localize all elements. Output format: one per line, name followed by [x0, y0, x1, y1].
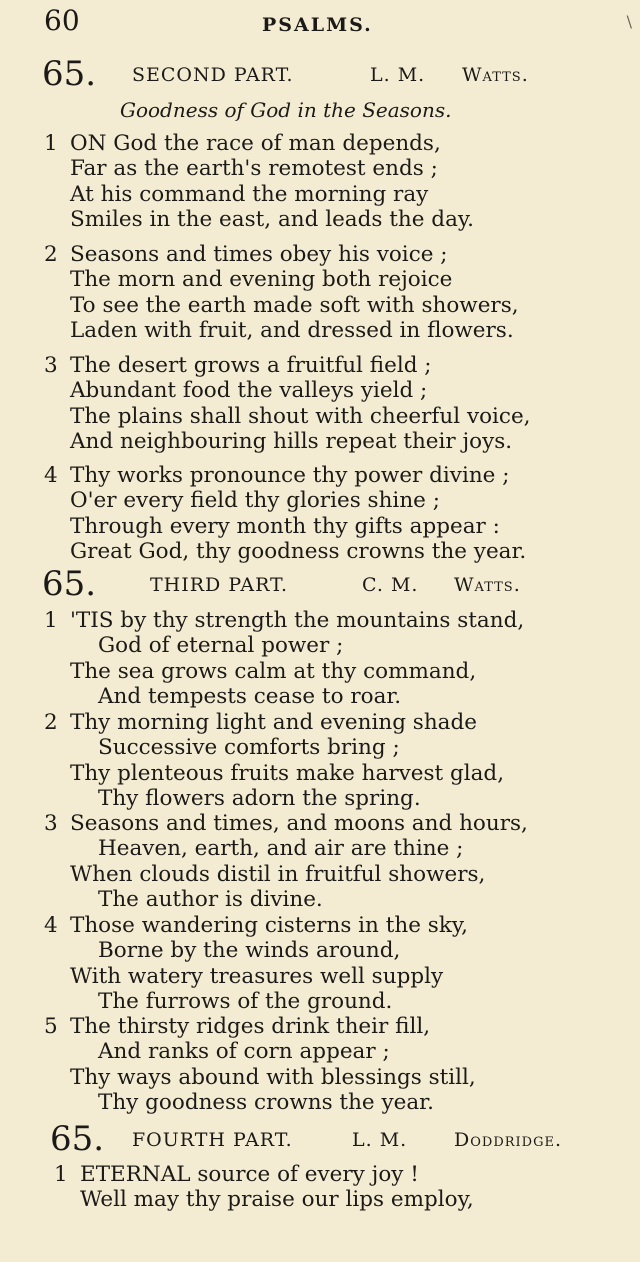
verse-line: The desert grows a fruitful field ;	[70, 353, 432, 378]
verse-line: With watery treasures well supply	[70, 963, 444, 989]
verse-line: ON God the race of man depends,	[70, 131, 441, 156]
verse-line: The author is divine.	[98, 887, 323, 913]
verse-line: The sea grows calm at thy command,	[70, 658, 477, 684]
verse-line: And ranks of corn appear ;	[98, 1039, 390, 1065]
verse-line: Smiles in the east, and leads the day.	[70, 207, 475, 233]
verse-line: The morn and evening both rejoice	[70, 267, 453, 293]
hymn-part: FOURTH PART.	[132, 1129, 293, 1151]
hymn-header-third-part	[42, 566, 610, 602]
verse-line: 'TIS by thy strength the mountains stand,	[70, 608, 525, 633]
verse-line: O'er every field thy glories shine ;	[70, 488, 440, 514]
hymn-header-second-part	[42, 56, 610, 92]
verse-5	[44, 1014, 610, 1116]
hymn-meter: L. M.	[352, 1129, 408, 1151]
verse-line: Well may thy praise our lips employ,	[80, 1187, 474, 1213]
verse-number: 4	[44, 463, 58, 488]
verse-3	[44, 811, 610, 913]
verse-line: Borne by the winds around,	[98, 938, 401, 964]
page-number: 60	[44, 4, 80, 37]
hymn-number: 65.	[42, 564, 97, 604]
hymn-author: Watts.	[462, 64, 529, 86]
verse-line: Thy works pronounce thy power divine ;	[70, 463, 510, 488]
verse-line: God of eternal power ;	[98, 633, 344, 659]
verse-line: Through every month thy gifts appear :	[70, 513, 500, 539]
verse-line: Abundant food the valleys yield ;	[70, 378, 428, 404]
verse-line: Seasons and times, and moons and hours,	[70, 811, 528, 836]
verse-number: 3	[44, 353, 58, 378]
hymn-number: 65.	[42, 54, 97, 94]
verse-line: Far as the earth's remotest ends ;	[70, 156, 438, 182]
verse-line: And neighbouring hills repeat their joys.	[70, 429, 513, 455]
verse-line: Great God, thy goodness crowns the year.	[70, 539, 527, 565]
verse-line: Seasons and times obey his voice ;	[70, 242, 448, 267]
verse-line: And tempests cease to roar.	[98, 684, 402, 710]
verse-line: Thy goodness crowns the year.	[98, 1090, 434, 1116]
verse-line: Thy morning light and evening shade	[70, 710, 477, 735]
verse-number: 5	[44, 1014, 58, 1039]
verse-line: Thy plenteous fruits make harvest glad,	[70, 760, 505, 786]
hymn-meter: C. M.	[362, 574, 419, 596]
running-head	[44, 4, 632, 38]
running-title: PSALMS.	[262, 14, 373, 36]
verse-2	[44, 242, 610, 344]
verse-line: Those wandering cisterns in the sky,	[70, 913, 468, 938]
verse-line: Laden with fruit, and dressed in flowers.	[70, 318, 514, 344]
verse-number: 1	[44, 608, 58, 633]
verse-1	[44, 608, 610, 710]
verse-1	[44, 131, 610, 233]
verse-3	[44, 353, 610, 455]
verse-2	[44, 710, 610, 812]
hymn-author: Doddridge.	[454, 1129, 562, 1151]
verse-number: 3	[44, 811, 58, 836]
verse-number: 1	[54, 1162, 68, 1187]
verse-line: The furrows of the ground.	[98, 989, 393, 1015]
verse-number: 1	[44, 131, 58, 156]
verse-number: 2	[44, 242, 58, 267]
hymn-part: SECOND PART.	[132, 64, 294, 86]
verse-line: To see the earth made soft with showers,	[70, 292, 519, 318]
verse-line: The plains shall shout with cheerful voice,	[70, 403, 531, 429]
verse-number: 4	[44, 913, 58, 938]
verse-line: Successive comforts bring ;	[98, 735, 400, 761]
verse-line: The thirsty ridges drink their fill,	[70, 1014, 431, 1039]
hymn-author: Watts.	[454, 574, 521, 596]
hymn-number: 65.	[50, 1119, 105, 1159]
hymn-header-fourth-part	[42, 1121, 610, 1157]
verse-line: Thy flowers adorn the spring.	[98, 786, 421, 812]
verse-number: 2	[44, 710, 58, 735]
verse-line: Heaven, earth, and air are thine ;	[98, 836, 464, 862]
hymn-meter: L. M.	[370, 64, 426, 86]
verse-4	[44, 913, 610, 1015]
verse-line: ETERNAL source of every joy !	[80, 1162, 419, 1187]
verse-line: When clouds distil in fruitful showers,	[70, 861, 486, 887]
verse-4	[44, 463, 610, 565]
hymn-subtitle: Goodness of God in the Seasons.	[120, 98, 452, 122]
hymn-part: THIRD PART.	[150, 574, 288, 596]
verse-line: At his command the morning ray	[70, 181, 429, 207]
verse-1	[54, 1162, 610, 1213]
corner-mark: \	[626, 12, 632, 31]
verse-line: Thy ways abound with blessings still,	[70, 1064, 476, 1090]
